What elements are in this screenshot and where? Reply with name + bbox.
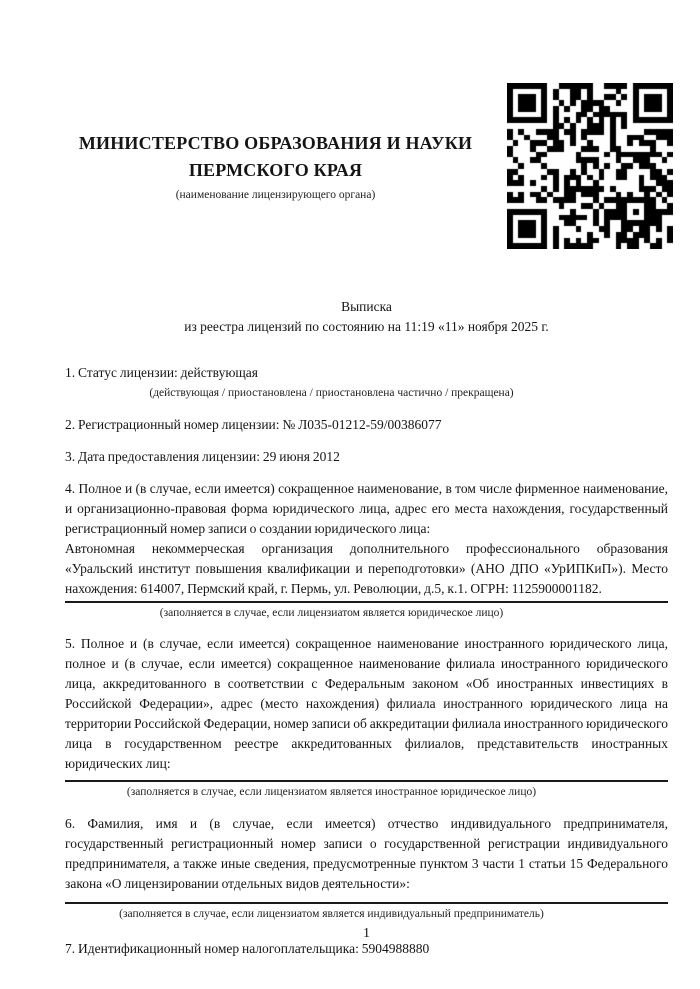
separator-line bbox=[65, 902, 668, 904]
registration-number-text: 2. Регистрационный номер лицензии: № Л035-01212-59/00386077 bbox=[65, 417, 442, 432]
extract-subtitle: из реестра лицензий по состоянию на 11:19 «11» ноября 2025 г. bbox=[184, 319, 549, 334]
page-number: 1 bbox=[363, 926, 370, 941]
legal-entity-statutory-text: 4. Полное и (в случае, если имеется) сокращенное наименование, в том числе фирменное наименование, и организационно-правовая форма юридического лица, адрес его места нахождения, государственный регистрационный номер записи о создании юридического лица: bbox=[65, 481, 668, 536]
ministry-name-line1: МИНИСТЕРСТВО ОБРАЗОВАНИЯ И НАУКИ bbox=[78, 133, 473, 153]
document-title bbox=[65, 297, 668, 337]
taxpayer-number-text: 7. Идентификационный номер налогоплательщика: 5904988880 bbox=[65, 941, 430, 956]
legal-entity-caption: (заполняется в случае, если лицензиатом является юридическое лицо) bbox=[159, 607, 504, 619]
legal-entity-value: Автономная некоммерческая организация дополнительного профессионального образования «Уральский институт повышения квалификации и переподготовки» (АНО ДПО «УрИПКиП»). Место нахождения: 614007, Пермский край, г. Пермь, ул. Революции, д.5, к.1. ОГРН: 1125900001182. bbox=[65, 541, 668, 596]
item-7-taxpayer-number bbox=[65, 939, 668, 959]
individual-entrepreneur-statutory-text: 6. Фамилия, имя и (в случае, если имеется) отчество индивидуального предпринимателя, государственный регистрационный номер записи о государственной регистрации индивидуального предпринимателя, а также иные сведения, предусмотренные пунктом 3 части 1 статьи 15 Федерального закона «О лицензировании отдельных видов деятельности»: bbox=[65, 816, 668, 891]
individual-entrepreneur-caption: (заполняется в случае, если лицензиатом является индивидуальный предприниматель) bbox=[119, 908, 544, 920]
grant-date-text: 3. Дата предоставления лицензии: 29 июня 2012 bbox=[65, 449, 340, 464]
item-3-grant-date bbox=[65, 447, 668, 467]
item-5-foreign-entity bbox=[65, 634, 668, 799]
item-1-license-status bbox=[65, 363, 668, 400]
license-status-text: 1. Статус лицензии: действующая bbox=[65, 365, 259, 380]
qr-code-icon bbox=[507, 83, 673, 249]
separator-line bbox=[65, 780, 668, 782]
item-2-registration-number bbox=[65, 415, 668, 435]
status-options-caption: (действующая / приостановлена / приостановлена частично / прекращена) bbox=[149, 387, 514, 399]
ministry-name-line2: ПЕРМСКОГО КРАЯ bbox=[188, 160, 363, 180]
foreign-entity-caption: (заполняется в случае, если лицензиатом является иностранное юридическое лицо) bbox=[126, 786, 537, 798]
document-body bbox=[65, 297, 668, 959]
separator-line bbox=[65, 601, 668, 603]
foreign-entity-statutory-text: 5. Полное и (в случае, если имеется) сокращенное наименование иностранного юридического лица, полное и (в случае, если имеется) сокращенное наименование филиала иностранного юридического лица, аккредитованного в соответствии с Федеральным законом «Об иностранных инвестициях в Российской Федерации», адрес (место нахождения) филиала иностранного юридического лица на территории Российской Федерации, номер записи об аккредитации филиала иностранного юридического лица в государственном реестре аккредитованных филиалов, представительств иностранных юридических лиц: bbox=[65, 636, 668, 771]
ministry-caption: (наименование лицензирующего органа) bbox=[175, 189, 376, 201]
item-6-individual-entrepreneur bbox=[65, 814, 668, 921]
extract-title: Выписка bbox=[341, 299, 392, 314]
item-4-legal-entity bbox=[65, 479, 668, 620]
licensing-authority-block bbox=[68, 130, 483, 202]
